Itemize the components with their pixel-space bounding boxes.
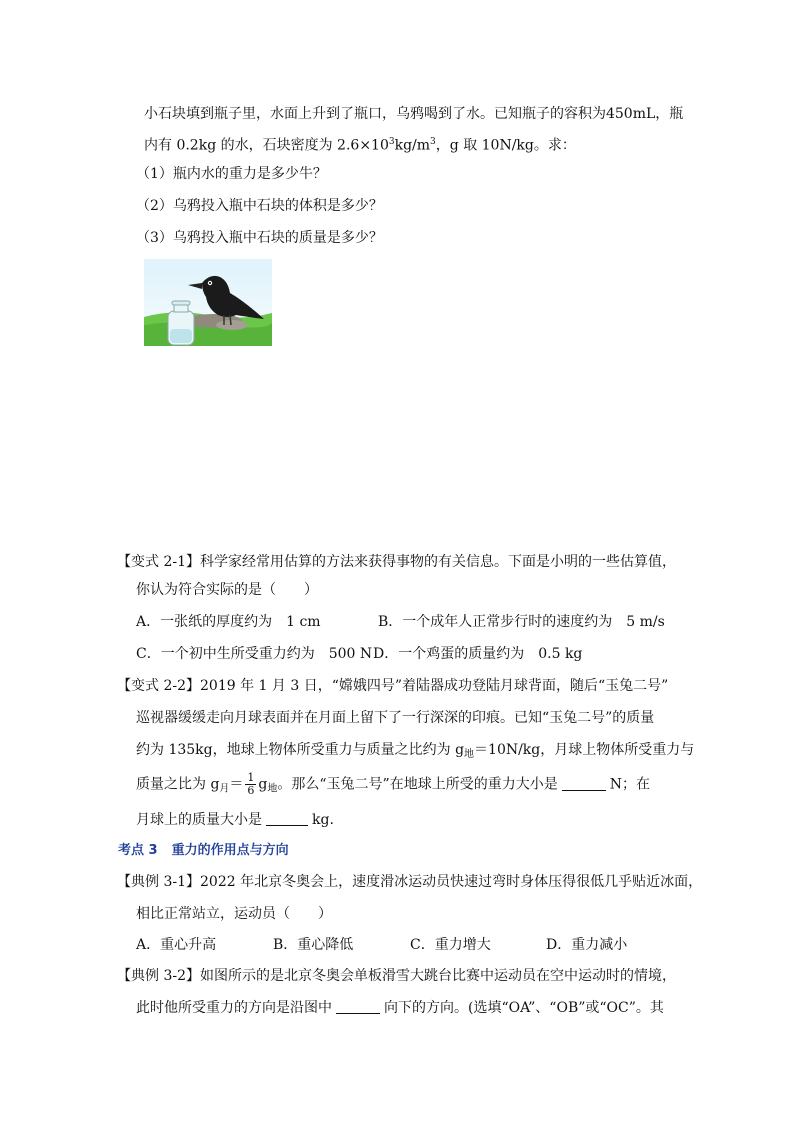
fraction-denominator: 6 xyxy=(247,784,255,797)
example-3-1-tag: 【典例 3-1】 xyxy=(117,874,200,890)
example-3-1-option-a: A．重心升高 xyxy=(136,937,217,953)
fraction-numerator: 1 xyxy=(247,771,255,784)
answer-blank-weight[interactable] xyxy=(562,776,606,791)
subscript-earth-2: 地 xyxy=(267,783,278,795)
variant-2-2-line-4-a: 质量之比为 g xyxy=(136,776,220,793)
equals-sign: ＝ xyxy=(229,776,244,793)
variant-2-1-option-d: D．一个鸡蛋的质量约为 0.5 kg xyxy=(373,646,583,662)
question-1: （1）瓶内水的重力是多少牛？ xyxy=(136,166,327,182)
variant-2-1-line-1 xyxy=(117,552,676,572)
subscript-earth: 地 xyxy=(464,749,475,760)
question-2: （2）乌鸦投入瓶中石块的体积是多少？ xyxy=(136,198,383,214)
variant-2-1-option-a: A．一张纸的厚度约为 1 cm xyxy=(136,614,321,630)
subscript-moon: 月 xyxy=(219,783,230,795)
answer-blank-direction[interactable] xyxy=(336,999,380,1014)
example-3-1-line-1 xyxy=(117,872,702,892)
g-symbol: g xyxy=(258,776,268,793)
example-3-2-tag: 【典例 3-2】 xyxy=(117,968,200,984)
problem-line-2-c: ，g 取 10N/kg。求： xyxy=(435,137,576,154)
variant-2-2-text-1: 2019 年 1 月 3 日，“嫦娥四号”着陆器成功登陆月球背面，随后“玉兔二号” xyxy=(200,678,669,694)
problem-line-2-b: kg/m xyxy=(394,137,431,154)
fraction-one-sixth xyxy=(245,772,256,797)
exponent-2: 3 xyxy=(430,137,436,147)
variant-2-2-line-2: 巡视器缓缓走向月球表面并在月面上留下了一行深深的印痕。已知“玉兔二号”的质量 xyxy=(136,710,655,726)
variant-2-2-line-5-b: kg. xyxy=(312,812,334,828)
variant-2-2-line-4-b: 。那么“玉兔二号”在地球上所受的重力大小是 xyxy=(277,776,558,793)
variant-2-2-line-3 xyxy=(136,740,694,765)
variant-2-1-line-2: 你认为符合实际的是（ ） xyxy=(136,582,318,598)
variant-2-2-tag: 【变式 2-2】 xyxy=(117,678,200,694)
problem-line-2 xyxy=(144,132,576,156)
example-3-2-line-2 xyxy=(136,998,664,1018)
answer-blank-mass[interactable] xyxy=(266,811,308,826)
section-title: 重力的作用点与方向 xyxy=(171,843,289,858)
variant-2-2-line-5 xyxy=(136,810,334,830)
variant-2-1-option-b: B．一个成年人正常步行时的速度约为 5 m/s xyxy=(378,614,665,630)
variant-2-2-line-4-c: N；在 xyxy=(609,776,650,793)
example-3-1-line-2: 相比正常站立，运动员（ ） xyxy=(136,906,332,922)
section-heading-kaodian-3 xyxy=(118,841,289,861)
example-3-2-line-1 xyxy=(117,966,676,986)
variant-2-1-option-c: C．一个初中生所受重力约为 500 N xyxy=(136,646,373,662)
example-3-2-text: 如图所示的是北京冬奥会单板滑雪大跳台比赛中运动员在空中运动时的情境， xyxy=(200,968,676,984)
question-3: （3）乌鸦投入瓶中石块的质量是多少？ xyxy=(136,230,383,246)
example-3-1-option-c: C．重力增大 xyxy=(410,937,491,953)
exponent: 3 xyxy=(388,137,395,147)
crow-bottle-illustration xyxy=(144,259,272,346)
variant-2-2-line-4 xyxy=(136,772,650,800)
variant-2-2-line-5-a: 月球上的质量大小是 xyxy=(136,812,262,828)
variant-2-1-text: 科学家经常用估算的方法来获得事物的有关信息。下面是小明的一些估算值， xyxy=(200,554,676,570)
problem-line-1: 小石块填到瓶子里，水面上升到了瓶口，乌鸦喝到了水。已知瓶子的容积为450mL，瓶 xyxy=(144,106,684,122)
example-3-1-option-d: D．重力减小 xyxy=(546,937,628,953)
variant-2-2-line-3-b: ＝10N/kg，月球上物体所受重力与 xyxy=(474,742,695,758)
variant-2-2-line-3-a: 约为 135kg，地球上物体所受重力与质量之比约为 g xyxy=(136,742,465,758)
variant-2-1-tag: 【变式 2-1】 xyxy=(117,554,200,570)
variant-2-2-line-1 xyxy=(117,676,668,696)
example-3-1-text: 2022 年北京冬奥会上，速度滑冰运动员快速过弯时身体压得很低几乎贴近冰面， xyxy=(200,874,703,890)
section-label: 考点 3 xyxy=(118,843,158,858)
example-3-2-line-2-b: 向下的方向。(选填“OA”、“OB”或“OC”。其 xyxy=(384,1000,664,1016)
problem-line-2-a: 内有 0.2kg 的水，石块密度为 2.6×10 xyxy=(144,137,389,154)
example-3-2-line-2-a: 此时他所受重力的方向是沿图中 xyxy=(136,1000,332,1016)
example-3-1-option-b: B．重心降低 xyxy=(273,937,354,953)
